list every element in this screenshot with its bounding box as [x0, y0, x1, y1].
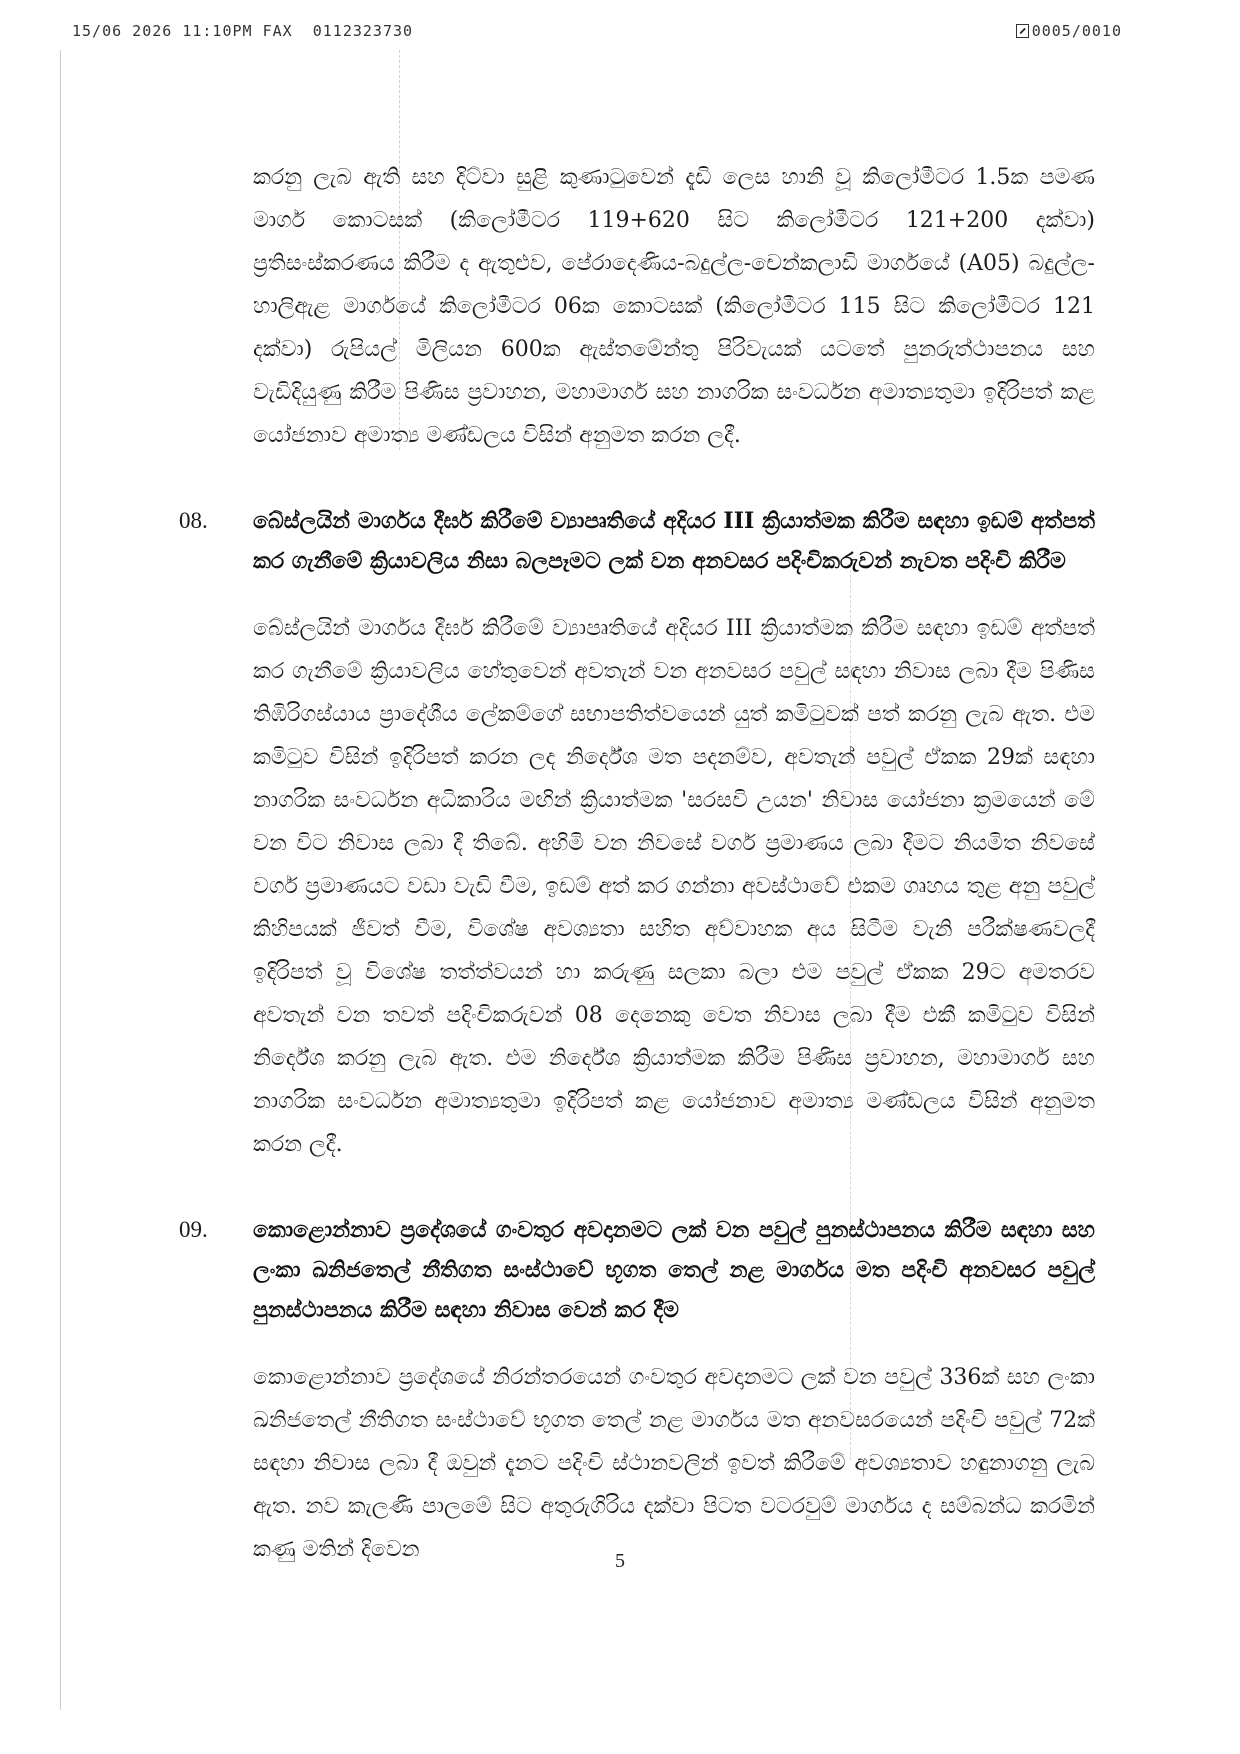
fax-page-count: 0005/0010: [1031, 22, 1122, 40]
agenda-item-08: [175, 501, 1095, 1166]
item-title: කොළොන්නාව ප්‍රදේශයේ ගංවතුර අවදානමට ලක් වන පවුල් පුනස්ථාපනය කිරීම සඳහා සහ ලංකා ඛනිජතෙල් නීතිගත සංස්ථාවේ භූගත තෙල් නළ මාර්ගය මත පදිංචි අනවසර පවුල් පුනස්ථාපනය කිරීම සඳහා නිවාස වෙන් කර දීම: [253, 1217, 1095, 1323]
item-title: බේස්ලයින් මාර්ගය දීර්ඝ කිරීමේ ව්‍යාපෘතියේ අදියර III ක්‍රියාත්මක කිරීම සඳහා ඉඩම් අත්පත් කර ගැනීමේ ක්‍රියාවලිය නිසා බලපෑමට ලක් වන අනවසර පදිංචිකරුවන් නැවත පදිංචි කිරීම: [253, 508, 1095, 574]
item-body: කොළොන්නාව ප්‍රදේශයේ නිරන්තරයෙන් ගංවතුර අවදානමට ලක් වන පවුල් 336ක් සහ ලංකා ඛනිජතෙල් නීතිගත සංස්ථාවේ භූගත තෙල් නළ මාර්ගය මත අනවසරයෙන් පදිංචි පවුල් 72ක් සඳහා නිවාස ලබා දී ඔවුන් දැනට පදිංචි ස්ථානවලින් ඉවත් කිරීමේ අවශ්‍යතාව හඳුනාගනු ලැබ ඇත. නව කැලණි පාලමේ සිට අතුරුගිරිය දක්වා පිටත වටරවුම් මාර්ගය ද සම්බන්ධ කරමින් කණු මතින් දිවෙන: [253, 1365, 1095, 1562]
fax-header: [0, 22, 1240, 48]
scan-margin-line: [60, 50, 61, 1710]
document-body: [175, 156, 1095, 1571]
agenda-item-09: [175, 1210, 1095, 1571]
fax-checkbox-icon: [1016, 24, 1029, 38]
page-number: 5: [615, 1550, 625, 1572]
continuation-paragraph: කරනු ලැබ ඇති සහ දිට්වා සුළි කුණාටුවෙන් දැඩි ලෙස හානි වූ කිලෝමීටර 1.5ක පමණ මාර්ග කොටසක් (කිලෝමීටර 119+620 සිට කිලෝමීටර 121+200 දක්වා) ප්‍රතිසංස්කරණය කිරීම ද ඇතුළුව, පේරාදෙණිය-බදුල්ල-චෙන්කලාඩි මාර්ගයේ (A05) බදුල්ල-හාලිඇළ මාර්ගයේ කිලෝමීටර 06ක කොටසක් (කිලෝමීටර 115 සිට කිලෝමීටර 121 දක්වා) රුපියල් මිලියන 600ක ඇස්තමේන්තු පිරිවැයක් යටතේ පුනරුත්ථාපනය සහ වැඩිදියුණු කිරීම පිණිස ප්‍රවාහන, මහාමාර්ග සහ නාගරික සංවර්ධන අමාත්‍යතුමා ඉදිරිපත් කළ යෝජනාව අමාත්‍ය මණ්ඩලය විසින් අනුමත කරන ලදී.: [253, 165, 1095, 448]
fax-page-counter: [1016, 22, 1122, 40]
item-number: 09.: [179, 1217, 208, 1242]
item-body: බේස්ලයින් මාර්ගය දීර්ඝ කිරීමේ ව්‍යාපෘතියේ අදියර III ක්‍රියාත්මක කිරීම සඳහා ඉඩම් අත්පත් කර ගැනීමේ ක්‍රියාවලිය හේතුවෙන් අවතැන් වන අනවසර පවුල් සඳහා නිවාස ලබා දීම පිණිස තිඹිරිගස්යාය ප්‍රාදේශීය ලේකම්ගේ සභාපතිත්වයෙන් යුත් කමිටුවක් පත් කරනු ලැබ ඇත. එම කමිටුව විසින් ඉදිරිපත් කරන ලද නිර්දේශ මත පදනම්ව, අවතැන් පවුල් ඒකක 29ක් සඳහා නාගරික සංවර්ධන අධිකාරිය මඟින් ක්‍රියාත්මක 'සරසවි උයන' නිවාස යෝජනා ක්‍රමයෙන් මේ වන විට නිවාස ලබා දී තිබේ. අහිමි වන නිවසේ වර්ග ප්‍රමාණය ලබා දීමට නියමිත නිවසේ වර්ග ප්‍රමාණයට වඩා වැඩි වීම, ඉඩම් අත් කර ගන්නා අවස්ථාවේ එකම ගෘහය තුළ අනු පවුල් කිහිපයක් ජීවත් වීම, විශේෂ අවශ්‍යතා සහිත අව්වාහක අය සිටීම වැනි පරීක්ෂණවලදී ඉදිරිපත් වූ විශේෂ තත්ත්වයන් හා කරුණු සලකා බලා එම පවුල් ඒකක 29ට අමතරව අවතැන් වන තවත් පදිංචිකරුවන් 08 දෙනෙකු වෙත නිවාස ලබා දීම එකී කමිටුව විසින් නිර්දේශ කරනු ලැබ ඇත. එම නිර්දේශ ක්‍රියාත්මක කිරීම පිණිස ප්‍රවාහන, මහාමාර්ග සහ නාගරික සංවර්ධන අමාත්‍යතුමා ඉදිරිපත් කළ යෝජනාව අමාත්‍ය මණ්ඩලය විසින් අනුමත කරන ලදී.: [253, 616, 1095, 1157]
fax-transmission-info: 15/06 2026 11:10PM FAX 0112323730: [72, 22, 414, 40]
item-number: 08.: [179, 508, 208, 533]
